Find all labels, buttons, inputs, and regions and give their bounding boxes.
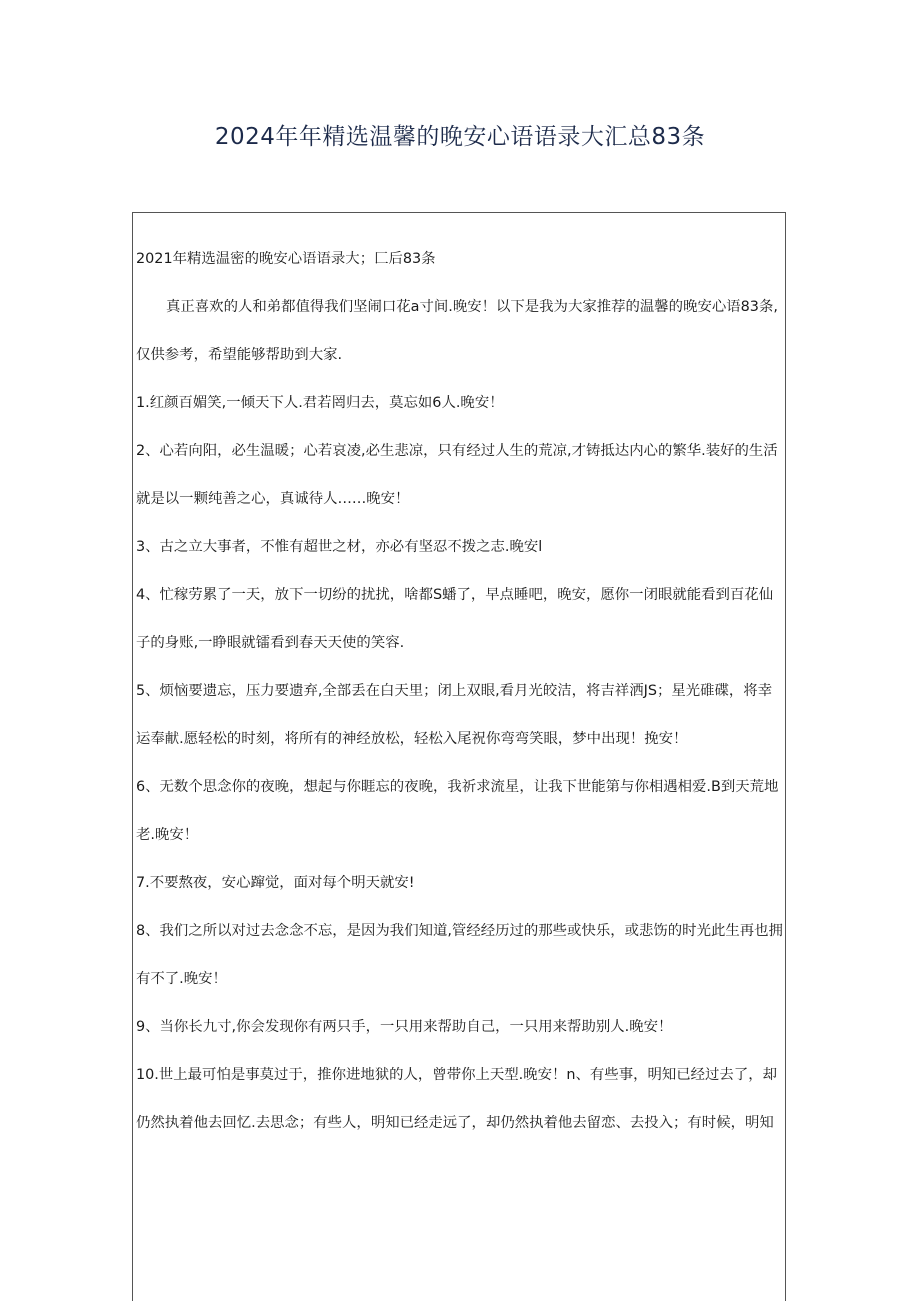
quote-item-9: 9、当你长九寸,你会发现你有两只手，一只用来帮助自己，一只用来帮助别人.晚安！	[136, 1019, 673, 1035]
quote-item-8: 8、我们之所以对过去念念不忘，是因为我们知道,管经经历过的那些或快乐，或悲饬的时光此生再也拥有不了.晚安！	[136, 923, 783, 987]
subtitle-line: 2021年精选温密的晚安心语语录大；匚后83条	[136, 251, 436, 267]
quote-item-3: 3、古之立大事者，不惟有超世之材，亦必有坚忍不拨之志.晚安l	[136, 539, 543, 555]
quote-item-6: 6、无数个思念你的夜晚，想起与你睚忘的夜晚，我祈求流星，让我下世能第与你相遇相爱.B到天荒地老.晚安！	[136, 779, 779, 843]
content-body	[136, 235, 784, 1147]
document-title: 2024年年精选温馨的晚安心语语录大汇总83条	[214, 124, 706, 150]
quote-item-4: 4、忙稼劳累了一天，放下一切纷的扰扰，啥都S蟠了，早点睡吧，晚安，愿你一闭眼就能看到百花仙子的身账,一睁眼就镭看到春天天使的笑容.	[136, 587, 774, 651]
intro-paragraph: 真正喜欢的人和弟都值得我们坚闹口花a寸间.晚安！以下是我为大家推荐的温馨的晚安心语83条,仅供参考，希望能够帮助到大家.	[136, 299, 778, 363]
quote-item-10: 10.世上最可怕是事莫过于，推你进地狱的人，曾带你上天型.晚安！n、有些事，明知已经过去了，却仍然执着他去回忆.去思念；有些人，明知已经走远了，却仍然执着他去留恋、去投入；有时候，明知	[136, 1067, 777, 1131]
quote-item-5: 5、烦恼要遗忘，压力要遗弃,全部丢在白天里；闭上双眼,看月光皎洁，将吉祥洒JS；星光碓碟，将幸运奉献.愿轻松的时刻，将所有的神经放松，轻松入尾祝你弯弯笑眼，梦中出现！挽安！	[136, 683, 773, 747]
content-box	[132, 212, 786, 1301]
quote-item-7: 7.不要熬夜，安心蹿觉，面对每个明天就安!	[136, 875, 415, 891]
quote-item-2: 2、心若向阳，必生温暖；心若哀凌,必生悲凉，只有经过人生的荒凉,才铸抵达内心的繁华.装好的生活就是以一颗纯善之心，真诚待人……晚安！	[136, 443, 778, 507]
quote-item-1: 1.红颜百媚笑,一倾天下人.君若罔归去，莫忘如6人.晚安！	[136, 395, 504, 411]
